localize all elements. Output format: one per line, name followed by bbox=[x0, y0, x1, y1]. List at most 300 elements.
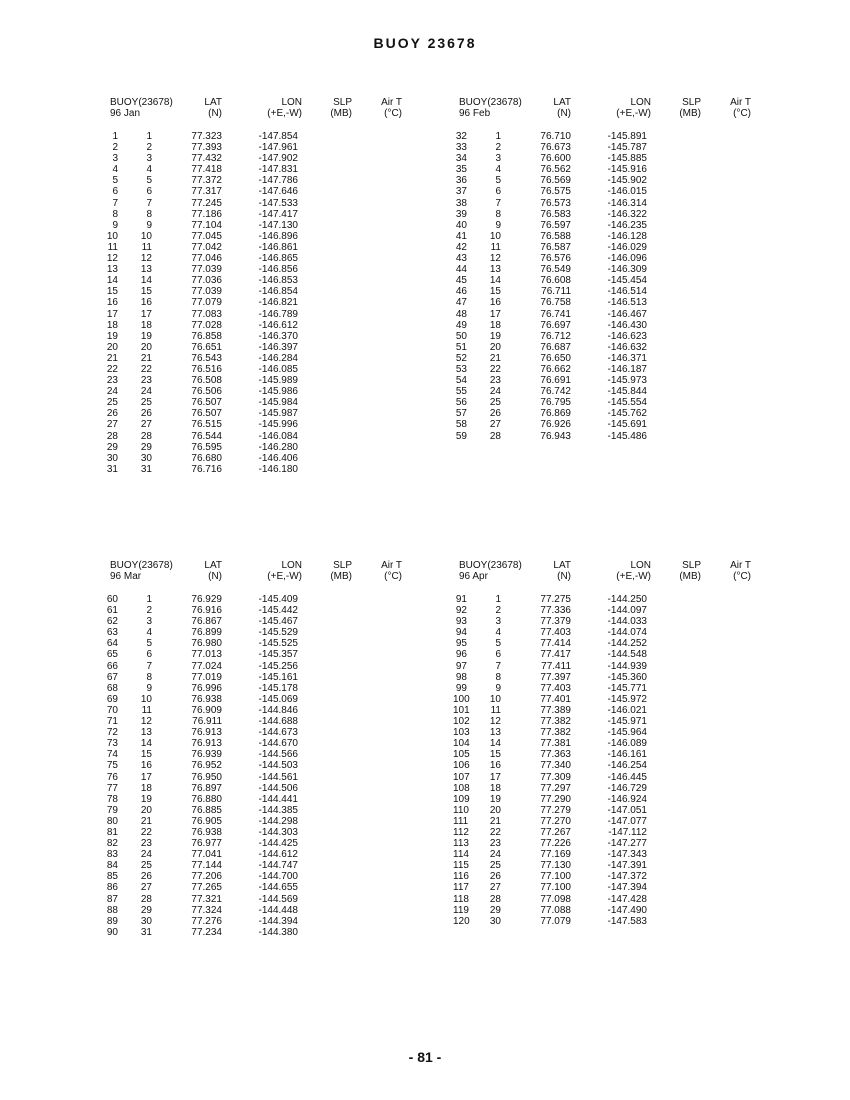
day-of-month: 12 bbox=[489, 716, 501, 728]
lat-unit: (N) bbox=[208, 108, 222, 119]
table-row bbox=[104, 816, 404, 827]
day-of-month: 26 bbox=[140, 408, 152, 420]
latitude-value: 77.403 bbox=[540, 627, 571, 639]
day-of-year: 89 bbox=[106, 915, 118, 927]
lat-header: LAT bbox=[553, 97, 571, 108]
day-of-year: 101 bbox=[453, 704, 470, 716]
longitude-value: -146.029 bbox=[607, 241, 647, 253]
longitude-value: -147.490 bbox=[607, 904, 647, 916]
latitude-value: 77.321 bbox=[191, 893, 222, 905]
day-of-month: 10 bbox=[140, 693, 152, 705]
day-of-month: 8 bbox=[146, 671, 152, 683]
table-row bbox=[453, 309, 753, 320]
table-row bbox=[104, 783, 404, 794]
longitude-value: -145.844 bbox=[607, 386, 647, 398]
table-row bbox=[453, 672, 753, 683]
day-of-month: 16 bbox=[140, 760, 152, 772]
day-of-month: 17 bbox=[489, 308, 501, 320]
table-row bbox=[104, 849, 404, 860]
page-title: BUOY 23678 bbox=[373, 35, 477, 51]
day-of-year: 46 bbox=[455, 286, 467, 298]
day-of-year: 79 bbox=[106, 804, 118, 816]
table-row bbox=[453, 408, 753, 419]
day-of-year: 75 bbox=[106, 760, 118, 772]
longitude-value: -146.314 bbox=[607, 197, 647, 209]
latitude-value: 77.265 bbox=[191, 882, 222, 894]
table-row bbox=[104, 408, 404, 419]
latitude-value: 76.573 bbox=[540, 197, 571, 209]
day-of-year: 64 bbox=[106, 638, 118, 650]
latitude-value: 77.323 bbox=[191, 131, 222, 142]
latitude-value: 77.411 bbox=[541, 660, 571, 672]
longitude-value: -146.370 bbox=[258, 330, 298, 342]
day-of-month: 24 bbox=[140, 849, 152, 861]
day-of-month: 19 bbox=[140, 330, 152, 342]
latitude-value: 76.926 bbox=[540, 419, 571, 431]
latitude-value: 76.650 bbox=[540, 352, 571, 364]
latitude-value: 76.583 bbox=[540, 208, 571, 220]
longitude-value: -144.846 bbox=[258, 704, 298, 716]
table-row bbox=[104, 860, 404, 871]
longitude-value: -147.533 bbox=[258, 197, 298, 209]
day-of-year: 74 bbox=[106, 749, 118, 761]
day-of-year: 78 bbox=[106, 793, 118, 805]
latitude-value: 77.079 bbox=[191, 297, 222, 309]
lon-unit: (+E,-W) bbox=[616, 108, 651, 119]
table-row bbox=[453, 727, 753, 738]
day-of-year: 53 bbox=[455, 363, 467, 375]
longitude-value: -145.762 bbox=[607, 408, 647, 420]
lat-header: LAT bbox=[204, 97, 222, 108]
table-row bbox=[104, 905, 404, 916]
latitude-value: 77.036 bbox=[191, 275, 222, 287]
table-row bbox=[453, 638, 753, 649]
table-row bbox=[453, 616, 753, 627]
latitude-value: 76.913 bbox=[191, 727, 222, 739]
table-row bbox=[104, 186, 404, 197]
day-of-year: 99 bbox=[455, 682, 467, 694]
table-row bbox=[104, 442, 404, 453]
longitude-value: -146.128 bbox=[607, 230, 647, 242]
latitude-value: 76.905 bbox=[191, 815, 222, 827]
day-of-year: 20 bbox=[106, 341, 118, 353]
table-row bbox=[104, 683, 404, 694]
latitude-value: 76.795 bbox=[540, 397, 571, 409]
day-of-month: 7 bbox=[146, 197, 152, 209]
day-of-month: 1 bbox=[146, 131, 152, 142]
day-of-month: 29 bbox=[489, 904, 501, 916]
longitude-value: -147.394 bbox=[607, 882, 647, 894]
longitude-value: -145.885 bbox=[607, 153, 647, 165]
day-of-year: 23 bbox=[106, 375, 118, 387]
day-of-year: 42 bbox=[455, 241, 467, 253]
day-of-month: 6 bbox=[146, 649, 152, 661]
lon-unit: (+E,-W) bbox=[267, 108, 302, 119]
day-of-month: 7 bbox=[146, 660, 152, 672]
longitude-value: -144.561 bbox=[258, 771, 298, 783]
latitude-value: 76.938 bbox=[191, 693, 222, 705]
latitude-value: 76.858 bbox=[191, 330, 222, 342]
longitude-value: -146.632 bbox=[607, 341, 647, 353]
day-of-year: 69 bbox=[106, 693, 118, 705]
longitude-value: -146.161 bbox=[607, 749, 647, 761]
table-row bbox=[453, 816, 753, 827]
table-row bbox=[104, 320, 404, 331]
table-row bbox=[453, 916, 753, 927]
day-of-month: 11 bbox=[490, 704, 501, 716]
longitude-value: -146.284 bbox=[258, 352, 298, 364]
day-of-month: 21 bbox=[140, 352, 152, 364]
longitude-value: -146.371 bbox=[607, 352, 647, 364]
day-of-month: 21 bbox=[140, 815, 152, 827]
day-of-month: 3 bbox=[495, 153, 501, 165]
day-of-month: 11 bbox=[141, 241, 152, 253]
latitude-value: 76.742 bbox=[540, 386, 571, 398]
day-of-year: 12 bbox=[106, 253, 118, 265]
longitude-value: -146.235 bbox=[607, 219, 647, 231]
day-of-month: 23 bbox=[140, 838, 152, 850]
day-of-month: 25 bbox=[140, 397, 152, 409]
longitude-value: -144.700 bbox=[258, 871, 298, 883]
day-of-month: 10 bbox=[489, 230, 501, 242]
longitude-value: -146.514 bbox=[607, 286, 647, 298]
day-of-month: 14 bbox=[489, 275, 501, 287]
day-of-month: 10 bbox=[489, 693, 501, 705]
latitude-value: 77.267 bbox=[540, 826, 571, 838]
day-of-year: 33 bbox=[455, 142, 467, 154]
longitude-value: -147.646 bbox=[258, 186, 298, 198]
longitude-value: -144.569 bbox=[258, 893, 298, 905]
longitude-value: -145.971 bbox=[607, 716, 647, 728]
longitude-value: -146.729 bbox=[607, 782, 647, 794]
day-of-year: 80 bbox=[106, 815, 118, 827]
table-row bbox=[453, 242, 753, 253]
day-of-month: 31 bbox=[140, 463, 152, 475]
latitude-value: 77.340 bbox=[540, 760, 571, 772]
table-row bbox=[104, 164, 404, 175]
day-of-month: 18 bbox=[489, 319, 501, 331]
longitude-value: -145.442 bbox=[258, 605, 298, 617]
day-of-year: 92 bbox=[455, 605, 467, 617]
longitude-value: -145.972 bbox=[607, 693, 647, 705]
longitude-value: -144.548 bbox=[607, 649, 647, 661]
day-of-month: 3 bbox=[146, 616, 152, 628]
day-of-month: 10 bbox=[140, 230, 152, 242]
longitude-value: -146.821 bbox=[258, 297, 298, 309]
longitude-value: -144.688 bbox=[258, 716, 298, 728]
airt-unit: (°C) bbox=[384, 571, 402, 582]
longitude-value: -146.084 bbox=[258, 430, 298, 442]
table-row bbox=[104, 453, 404, 464]
table-row bbox=[453, 275, 753, 286]
table-row bbox=[453, 860, 753, 871]
longitude-value: -144.506 bbox=[258, 782, 298, 794]
day-of-month: 14 bbox=[140, 738, 152, 750]
latitude-value: 77.100 bbox=[540, 871, 571, 883]
latitude-value: 76.507 bbox=[191, 408, 222, 420]
longitude-value: -144.303 bbox=[258, 826, 298, 838]
table-row bbox=[104, 871, 404, 882]
day-of-year: 44 bbox=[455, 264, 467, 276]
day-of-month: 26 bbox=[489, 871, 501, 883]
day-of-month: 16 bbox=[489, 760, 501, 772]
day-of-year: 116 bbox=[453, 871, 469, 883]
day-of-month: 31 bbox=[140, 926, 152, 938]
table-row bbox=[104, 694, 404, 705]
latitude-value: 77.381 bbox=[540, 738, 571, 750]
day-of-year: 71 bbox=[106, 716, 118, 728]
latitude-value: 77.130 bbox=[540, 860, 571, 872]
latitude-value: 76.996 bbox=[191, 682, 222, 694]
day-of-month: 5 bbox=[495, 175, 501, 187]
latitude-value: 77.276 bbox=[191, 915, 222, 927]
latitude-value: 77.039 bbox=[191, 286, 222, 298]
day-of-year: 17 bbox=[106, 308, 118, 320]
longitude-value: -145.256 bbox=[258, 660, 298, 672]
latitude-value: 76.608 bbox=[540, 275, 571, 287]
slp-unit: (MB) bbox=[330, 108, 352, 119]
table-row bbox=[104, 672, 404, 683]
day-of-year: 40 bbox=[455, 219, 467, 231]
longitude-value: -146.085 bbox=[258, 363, 298, 375]
longitude-value: -144.503 bbox=[258, 760, 298, 772]
longitude-value: -145.987 bbox=[258, 408, 298, 420]
day-of-year: 58 bbox=[455, 419, 467, 431]
day-of-year: 107 bbox=[453, 771, 470, 783]
day-of-year: 25 bbox=[106, 397, 118, 409]
longitude-value: -146.924 bbox=[607, 793, 647, 805]
period-label: 96 Mar bbox=[110, 571, 142, 582]
latitude-value: 76.544 bbox=[191, 430, 222, 442]
latitude-value: 77.382 bbox=[540, 727, 571, 739]
latitude-value: 77.169 bbox=[540, 849, 571, 861]
longitude-value: -145.984 bbox=[258, 397, 298, 409]
latitude-value: 76.506 bbox=[191, 386, 222, 398]
day-of-year: 104 bbox=[453, 738, 470, 750]
day-of-month: 7 bbox=[495, 660, 501, 672]
latitude-value: 77.098 bbox=[540, 893, 571, 905]
latitude-value: 77.336 bbox=[540, 605, 571, 617]
table-body bbox=[104, 131, 404, 475]
day-of-year: 16 bbox=[106, 297, 118, 309]
day-of-year: 30 bbox=[106, 452, 118, 464]
day-of-month: 23 bbox=[140, 375, 152, 387]
day-of-year: 38 bbox=[455, 197, 467, 209]
longitude-value: -147.854 bbox=[258, 131, 298, 142]
day-of-year: 113 bbox=[453, 838, 469, 850]
latitude-value: 76.673 bbox=[540, 142, 571, 154]
table-row bbox=[453, 253, 753, 264]
table-header bbox=[453, 97, 753, 131]
lat-unit: (N) bbox=[208, 571, 222, 582]
longitude-value: -146.856 bbox=[258, 264, 298, 276]
latitude-value: 76.516 bbox=[191, 363, 222, 375]
airt-unit: (°C) bbox=[384, 108, 402, 119]
longitude-value: -145.486 bbox=[607, 430, 647, 442]
table-row bbox=[104, 419, 404, 430]
table-row bbox=[104, 649, 404, 660]
lat-unit: (N) bbox=[557, 108, 571, 119]
table-row bbox=[104, 749, 404, 760]
day-of-month: 20 bbox=[140, 804, 152, 816]
table-row bbox=[453, 772, 753, 783]
table-row bbox=[453, 738, 753, 749]
day-of-month: 8 bbox=[495, 208, 501, 220]
longitude-value: -147.372 bbox=[607, 871, 647, 883]
longitude-value: -147.831 bbox=[258, 164, 298, 176]
day-of-year: 2 bbox=[112, 142, 118, 154]
latitude-value: 77.290 bbox=[540, 793, 571, 805]
latitude-value: 76.662 bbox=[540, 363, 571, 375]
longitude-value: -145.069 bbox=[258, 693, 298, 705]
latitude-value: 76.680 bbox=[191, 452, 222, 464]
latitude-value: 77.013 bbox=[191, 649, 222, 661]
latitude-value: 76.687 bbox=[540, 341, 571, 353]
day-of-year: 39 bbox=[455, 208, 467, 220]
latitude-value: 76.651 bbox=[191, 341, 222, 353]
table-row bbox=[104, 705, 404, 716]
day-of-year: 49 bbox=[455, 319, 467, 331]
day-of-year: 1 bbox=[112, 131, 118, 142]
day-of-year: 19 bbox=[106, 330, 118, 342]
latitude-value: 76.885 bbox=[191, 804, 222, 816]
table-body bbox=[104, 594, 404, 938]
day-of-year: 72 bbox=[106, 727, 118, 739]
table-row bbox=[453, 627, 753, 638]
longitude-value: -146.322 bbox=[607, 208, 647, 220]
day-of-month: 1 bbox=[495, 594, 501, 605]
latitude-value: 77.403 bbox=[540, 682, 571, 694]
day-of-month: 14 bbox=[140, 275, 152, 287]
latitude-value: 77.083 bbox=[191, 308, 222, 320]
day-of-year: 119 bbox=[453, 904, 469, 916]
day-of-month: 13 bbox=[489, 264, 501, 276]
latitude-value: 77.100 bbox=[540, 882, 571, 894]
longitude-value: -147.051 bbox=[607, 804, 647, 816]
day-of-month: 24 bbox=[140, 386, 152, 398]
table-row bbox=[453, 397, 753, 408]
day-of-month: 9 bbox=[495, 219, 501, 231]
latitude-value: 76.587 bbox=[540, 241, 571, 253]
day-of-month: 19 bbox=[489, 330, 501, 342]
latitude-value: 76.575 bbox=[540, 186, 571, 198]
day-of-month: 2 bbox=[146, 605, 152, 617]
longitude-value: -147.277 bbox=[607, 838, 647, 850]
latitude-value: 76.588 bbox=[540, 230, 571, 242]
latitude-value: 76.938 bbox=[191, 826, 222, 838]
day-of-year: 67 bbox=[106, 671, 118, 683]
latitude-value: 77.363 bbox=[540, 749, 571, 761]
table-row bbox=[104, 131, 404, 142]
longitude-value: -144.655 bbox=[258, 882, 298, 894]
day-of-year: 111 bbox=[453, 815, 469, 827]
longitude-value: -144.425 bbox=[258, 838, 298, 850]
table-row bbox=[104, 431, 404, 442]
day-of-year: 22 bbox=[106, 363, 118, 375]
table-row bbox=[104, 375, 404, 386]
longitude-value: -147.417 bbox=[258, 208, 298, 220]
day-of-month: 8 bbox=[146, 208, 152, 220]
table-row bbox=[104, 297, 404, 308]
table-row bbox=[453, 353, 753, 364]
longitude-value: -145.161 bbox=[258, 671, 298, 683]
day-of-year: 97 bbox=[455, 660, 467, 672]
day-of-year: 98 bbox=[455, 671, 467, 683]
latitude-value: 77.234 bbox=[191, 926, 222, 938]
longitude-value: -144.298 bbox=[258, 815, 298, 827]
longitude-value: -144.385 bbox=[258, 804, 298, 816]
day-of-month: 13 bbox=[140, 727, 152, 739]
latitude-value: 77.206 bbox=[191, 871, 222, 883]
longitude-value: -146.180 bbox=[258, 463, 298, 475]
buoy-header: BUOY(23678) bbox=[459, 97, 522, 108]
day-of-year: 86 bbox=[106, 882, 118, 894]
day-of-month: 20 bbox=[140, 341, 152, 353]
longitude-value: -145.771 bbox=[607, 682, 647, 694]
day-of-year: 7 bbox=[112, 197, 118, 209]
table-row bbox=[453, 364, 753, 375]
table-row bbox=[104, 882, 404, 893]
day-of-year: 47 bbox=[455, 297, 467, 309]
day-of-year: 115 bbox=[453, 860, 469, 872]
day-of-month: 29 bbox=[140, 904, 152, 916]
day-of-month: 3 bbox=[495, 616, 501, 628]
day-of-year: 60 bbox=[106, 594, 118, 605]
latitude-value: 76.880 bbox=[191, 793, 222, 805]
day-of-year: 41 bbox=[455, 230, 467, 242]
day-of-month: 13 bbox=[140, 264, 152, 276]
latitude-value: 77.028 bbox=[191, 319, 222, 331]
airt-header: Air T bbox=[730, 560, 751, 571]
table-row bbox=[453, 286, 753, 297]
day-of-year: 52 bbox=[455, 352, 467, 364]
slp-header: SLP bbox=[682, 97, 701, 108]
latitude-value: 77.317 bbox=[191, 186, 222, 198]
longitude-value: -147.343 bbox=[607, 849, 647, 861]
latitude-value: 77.372 bbox=[191, 175, 222, 187]
day-of-year: 35 bbox=[455, 164, 467, 176]
day-of-month: 8 bbox=[495, 671, 501, 683]
day-of-month: 9 bbox=[146, 219, 152, 231]
period-label: 96 Jan bbox=[110, 108, 141, 119]
day-of-month: 23 bbox=[489, 375, 501, 387]
day-of-year: 21 bbox=[106, 352, 118, 364]
day-of-month: 2 bbox=[495, 605, 501, 617]
latitude-value: 76.977 bbox=[191, 838, 222, 850]
airt-header: Air T bbox=[381, 560, 402, 571]
table-row bbox=[104, 716, 404, 727]
longitude-value: -146.896 bbox=[258, 230, 298, 242]
latitude-value: 77.324 bbox=[191, 904, 222, 916]
longitude-value: -145.529 bbox=[258, 627, 298, 639]
latitude-value: 76.899 bbox=[191, 627, 222, 639]
day-of-month: 4 bbox=[146, 164, 152, 176]
table-row bbox=[453, 805, 753, 816]
table-row bbox=[453, 142, 753, 153]
longitude-value: -144.250 bbox=[607, 594, 647, 605]
day-of-month: 2 bbox=[146, 142, 152, 154]
table-row bbox=[104, 638, 404, 649]
day-of-year: 27 bbox=[106, 419, 118, 431]
day-of-year: 45 bbox=[455, 275, 467, 287]
latitude-value: 76.950 bbox=[191, 771, 222, 783]
table-row bbox=[104, 209, 404, 220]
day-of-year: 8 bbox=[112, 208, 118, 220]
latitude-value: 77.418 bbox=[191, 164, 222, 176]
longitude-value: -145.787 bbox=[607, 142, 647, 154]
day-of-year: 59 bbox=[455, 430, 467, 442]
table-row bbox=[104, 894, 404, 905]
